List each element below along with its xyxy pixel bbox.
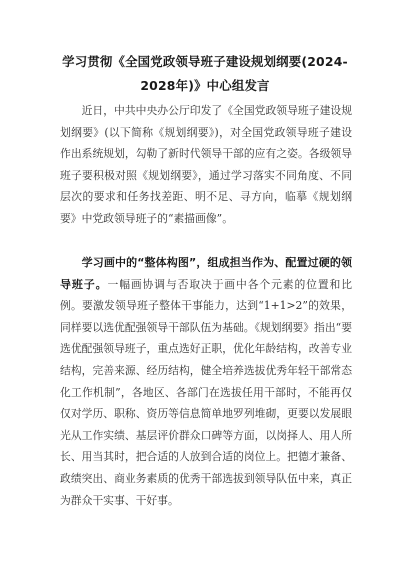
paragraph-intro: 近日，中共中央办公厅印发了《全国党政领导班子建设规划纲要》(以下简称《规划纲要》)，对全国党政领导班子建设作出系统规划，勾勒了新时代领导干部的应有之姿。各级领导班子要积极对照《规划纲要》，通过学习落实不同角度、不同层次的要求和任务找差距、明不足、寻方向，临摹《规划纲要》中党政领导班子的“素描画像”。 (60, 104, 352, 225)
paragraph-body: 一幅画协调与否取决于画中各个元素的位置和比例。要激发领导班子整体干事能力，达到“1+1>2”的效果，同样要以选优配强领导干部队伍为基础。《规划纲要》指出“要选优配强领导班子，重点选好正职，优化年龄结构，改善专业结构，完善来源、经历结构，健全培养选拔优秀年轻干部常态化工作机制”，各地区、各部门在选拔任用干部时，不能再仅仅对学历、职称、资历等信息简单地罗列堆砌，更要以发展眼光从工作实绩、基层评价群众口碑等方面，以岗择人、用人所长、用当其时，把合适的人放到合适的岗位上。把德才兼备、政绩突出、商业务素质的优秀干部选拔到领导队伍中来，真正为群众干实事、干好事。 (60, 277, 353, 507)
paragraph-lead-heading: 学习画中的“整体构图”，组成担当作为、配置过硬的领导班子。 (60, 256, 352, 291)
paragraph-overall-composition (60, 252, 352, 511)
document-title: 学习贯彻《全国党政领导班子建设规划纲要(2024-2028年)》中心组发言 (62, 54, 348, 93)
